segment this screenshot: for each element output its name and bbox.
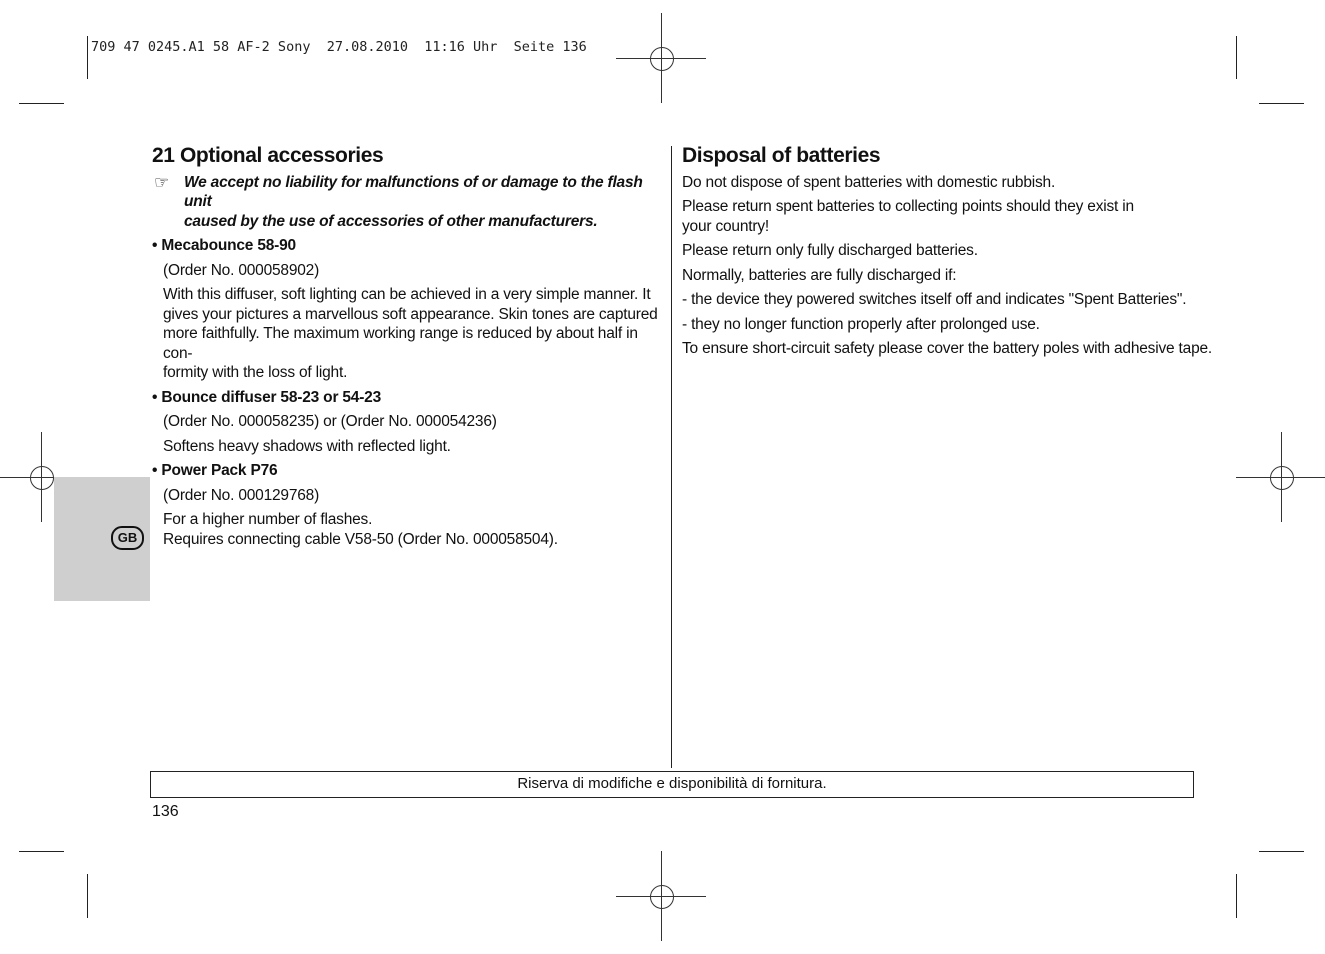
paragraph: Do not dispose of spent batteries with domestic rubbish. bbox=[682, 173, 1056, 191]
page-number: 136 bbox=[152, 803, 179, 820]
description-line: With this diffuser, soft lighting can be achieved in a very simple manner. It bbox=[163, 286, 651, 303]
crop-mark-top-right-horizontal bbox=[1259, 103, 1304, 104]
crop-mark-top-left-horizontal bbox=[19, 103, 64, 104]
item-description bbox=[152, 510, 662, 549]
list-item: - the device they powered switches itself off and indicates "Spent Batteries". bbox=[682, 291, 1187, 308]
item-order-number: (Order No. 000058235) or (Order No. 000054236) bbox=[163, 413, 497, 430]
warning-line: caused by the use of accessories of other manufacturers. bbox=[184, 212, 598, 230]
crop-mark-top-right-vertical bbox=[1236, 36, 1237, 79]
paragraph-line: Please return spent batteries to collecting points should they exist in bbox=[682, 198, 1134, 215]
description-line: more faithfully. The maximum working range is reduced by about half in con- bbox=[163, 325, 638, 362]
item-order-number: (Order No. 000058902) bbox=[163, 261, 320, 279]
description-line: Requires connecting cable V58-50 (Order No. 000058504). bbox=[163, 530, 558, 548]
item-title-mecabounce: • Mecabounce 58-90 bbox=[152, 237, 296, 254]
description-line: formity with the loss of light. bbox=[163, 364, 348, 381]
item-description: Softens heavy shadows with reflected light. bbox=[163, 437, 451, 455]
item-title-power-pack: • Power Pack P76 bbox=[152, 462, 278, 479]
warning-line: We accept no liability for malfunctions of or damage to the flash unit bbox=[184, 173, 643, 210]
column-divider bbox=[671, 146, 672, 768]
section-heading-optional-accessories: 21 Optional accessories bbox=[152, 144, 384, 167]
item-description bbox=[152, 285, 662, 383]
description-line: For a higher number of flashes. bbox=[163, 511, 373, 528]
section-heading-disposal-of-batteries: Disposal of batteries bbox=[682, 144, 881, 167]
crop-mark-bottom-right-horizontal bbox=[1259, 851, 1304, 852]
liability-warning bbox=[152, 173, 662, 232]
registration-mark-top bbox=[616, 13, 706, 103]
registration-mark-bottom bbox=[616, 851, 706, 941]
pointing-hand-icon: ☞ bbox=[154, 172, 170, 192]
crop-mark-bottom-right-vertical bbox=[1236, 874, 1237, 918]
print-slug: 709 47 0245.A1 58 AF-2 Sony 27.08.2010 11:16 Uhr Seite 136 bbox=[91, 39, 587, 55]
list-item: - they no longer function properly after prolonged use. bbox=[682, 315, 1040, 333]
left-column bbox=[152, 146, 662, 549]
registration-mark-right bbox=[1236, 432, 1325, 522]
paragraph bbox=[682, 197, 1222, 236]
footer-notice: Riserva di modifiche e disponibilità di fornitura. bbox=[150, 771, 1194, 798]
right-column bbox=[682, 146, 1222, 359]
item-order-number: (Order No. 000129768) bbox=[163, 486, 320, 504]
crop-mark-bottom-left-horizontal bbox=[19, 851, 64, 852]
crop-mark-top-left-vertical bbox=[87, 36, 88, 79]
paragraph: To ensure short-circuit safety please cover the battery poles with adhesive tape. bbox=[682, 340, 1213, 357]
paragraph: Normally, batteries are fully discharged if: bbox=[682, 266, 957, 284]
language-badge-gb: GB bbox=[111, 526, 144, 550]
item-title-bounce-diffuser: • Bounce diffuser 58-23 or 54-23 bbox=[152, 388, 382, 406]
description-line: gives your pictures a marvellous soft appearance. Skin tones are captured bbox=[163, 305, 658, 323]
paragraph-line: your country! bbox=[682, 217, 769, 235]
paragraph: Please return only fully discharged batteries. bbox=[682, 242, 978, 259]
crop-mark-bottom-left-vertical bbox=[87, 874, 88, 918]
